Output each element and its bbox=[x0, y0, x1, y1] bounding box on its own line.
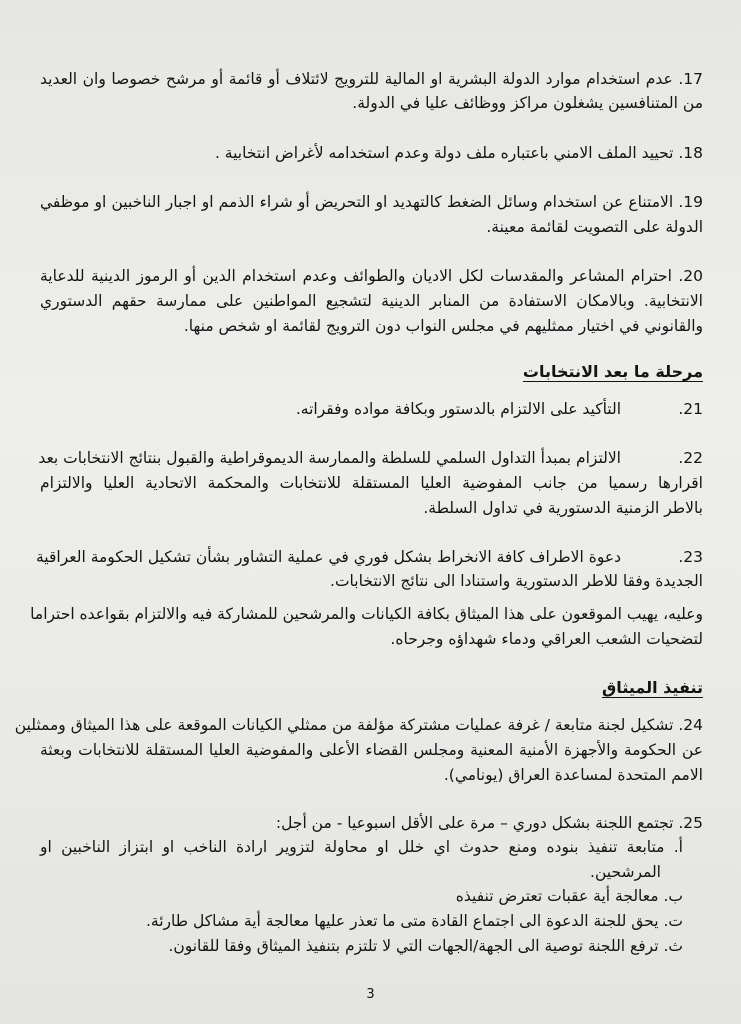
item-24-line-2: عن الحكومة والأجهزة الأمنية المعنية ومجلس القضاء الأعلى والمفوضية العليا المستقلة للانتخابات وبعثة bbox=[40, 741, 703, 759]
item-22-line-2: اقرارها رسميا من جانب المفوضية العليا المستقلة للانتخابات والمحكمة الاتحادية العليا والالتزام bbox=[40, 474, 703, 492]
item-22-line-1: الالتزام بمبدأ التداول السلمي للسلطة والممارسة الديموقراطية والقبول بنتائج الانتخابات بعد bbox=[38, 449, 621, 467]
item-20-line-3: والقانوني في اختيار ممثليهم في مجلس النواب دون الترويج لقائمة او شخص منها. bbox=[183, 317, 703, 335]
item-25-sub-b: ب. معالجة أية عقبات تعترض تنفيذه bbox=[455, 887, 683, 905]
item-25-sub-c: ت. يحق للجنة الدعوة الى اجتماع القادة متى ما تعذر عليها معالجة أية مشاكل طارئة. bbox=[146, 912, 683, 930]
closing-line-1: وعليه، يهيب الموقعون على هذا الميثاق بكافة الكيانات والمرشحين للمشاركة فيه والالتزام بقواعده احتراما bbox=[30, 605, 703, 623]
item-22-line-3: بالاطر الزمنية الدستورية في تداول السلطة. bbox=[423, 499, 703, 517]
section-heading-post-elections: مرحلة ما بعد الانتخابات bbox=[522, 362, 703, 381]
item-24-line-1: 24. تشكيل لجنة متابعة / غرفة عمليات مشتركة مؤلفة من ممثلي الكيانات الموقعة على هذا الميثاق وممثلين bbox=[14, 716, 703, 734]
item-25-sub-a-line-1: أ. متابعة تنفيذ بنوده ومنع حدوث اي خلل او محاولة لتزوير ارادة الناخب او ابتزاز الناخبين او bbox=[40, 838, 683, 856]
item-19-line-1: 19. الامتناع عن استخدام وسائل الضغط كالتهديد او التحريض أو شراء الذمم او اجبار الناخبين او موظفي bbox=[40, 193, 703, 211]
page-number: 3 bbox=[366, 987, 375, 1002]
item-25-sub-d: ث. ترفع اللجنة توصية الى الجهة/الجهات التي لا تلتزم بتنفيذ الميثاق وفقا للقانون. bbox=[168, 937, 683, 955]
closing-line-2: لتضحيات الشعب العراقي ودماء شهداؤه وجرحاه. bbox=[390, 630, 703, 648]
item-19-line-2: الدولة على التصويت لقائمة معينة. bbox=[486, 218, 703, 236]
item-20-line-2: الانتخابية. وبالامكان الاستفادة من المنابر الدينية لتشجيع المواطنين على ممارسة حقهم الدستوري bbox=[40, 292, 703, 310]
item-18-line-1: 18. تحييد الملف الامني باعتباره ملف دولة وعدم استخدامه لأغراض انتخابية . bbox=[214, 144, 703, 162]
item-25-line-1: 25. تجتمع اللجنة بشكل دوري – مرة على الأقل اسبوعيا - من أجل: bbox=[275, 814, 703, 832]
item-25-sub-a-line-2: المرشحين. bbox=[590, 863, 661, 881]
item-17-line-2: من المتنافسين يشغلون مراكز ووظائف عليا في الدولة. bbox=[352, 94, 703, 112]
item-22-number: .22 bbox=[678, 449, 703, 467]
item-21-number: .21 bbox=[678, 400, 703, 418]
item-24-line-3: الامم المتحدة لمساعدة العراق (يونامي). bbox=[443, 766, 703, 784]
item-17-line-1: 17. عدم استخدام موارد الدولة البشرية او المالية للترويج لائتلاف أو قائمة أو مرشح خصوصا وان العديد bbox=[40, 70, 703, 88]
section-heading-implementation: تنفيذ الميثاق bbox=[602, 678, 703, 697]
item-23-number: .23 bbox=[678, 548, 703, 566]
item-23-line-2: الجديدة وفقا للاطر الدستورية واستنادا الى نتائج الانتخابات. bbox=[330, 572, 703, 590]
item-23-line-1: دعوة الاطراف كافة الانخراط بشكل فوري في عملية التشاور بشأن تشكيل الحكومة العراقية bbox=[36, 548, 621, 566]
item-21-line-1: التأكيد على الالتزام بالدستور وبكافة مواده وفقراته. bbox=[295, 400, 621, 418]
item-20-line-1: 20. احترام المشاعر والمقدسات لكل الاديان والطوائف وعدم استخدام الدين أو الرموز الدينية للدعاية bbox=[40, 267, 703, 285]
